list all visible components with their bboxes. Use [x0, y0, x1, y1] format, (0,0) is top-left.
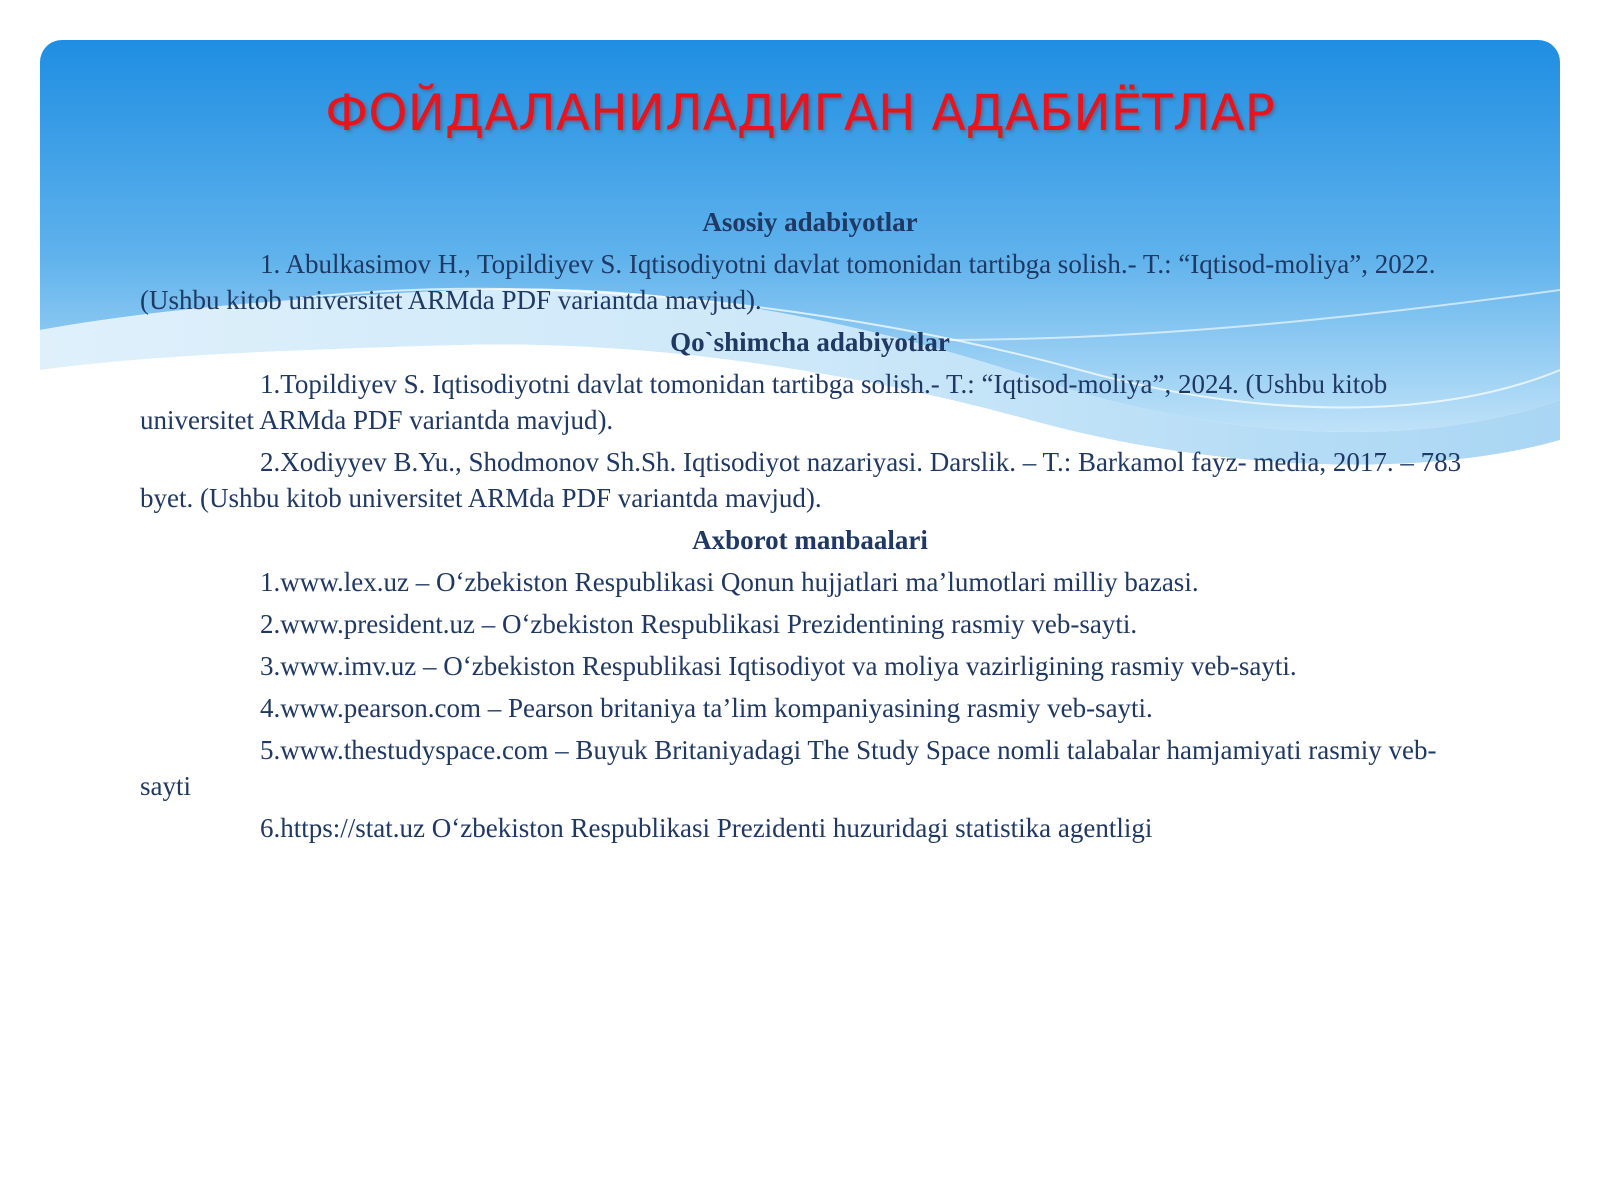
- source-entry: 2.www.president.uz – O‘zbekiston Respublikasi Prezidentining rasmiy veb-sayti.: [260, 609, 1138, 639]
- reference-entry: 1. Abulkasimov H., Topildiyev S. Iqtisodiyotni davlat tomonidan tartibga solish.- T.: “Iqtisod-moliya”, 2022. (Ushbu kitob universitet ARMda PDF variantda mavjud).: [140, 249, 1436, 315]
- section-heading-additional-literature: Qo`shimcha adabiyotlar: [670, 327, 950, 357]
- source-entry: 1.www.lex.uz – O‘zbekiston Respublikasi Qonun hujjatlari ma’lumotlari milliy bazasi.: [260, 567, 1199, 597]
- reference-list: [140, 204, 1480, 852]
- slide-title: ФОЙДАЛАНИЛАДИГАН АДАБИЁТЛАР: [325, 84, 1275, 142]
- source-entry: 3.www.imv.uz – O‘zbekiston Respublikasi Iqtisodiyot va moliya vazirligining rasmiy veb-sayti.: [260, 651, 1297, 681]
- reference-entry: 2.Xodiyyev B.Yu., Shodmonov Sh.Sh. Iqtisodiyot nazariyasi. Darslik. – T.: Barkamol fayz- media, 2017. – 783 byet. (Ushbu kitob universitet ARMda PDF variantda mavjud).: [140, 447, 1462, 513]
- source-entry: 5.www.thestudyspace.com – Buyuk Britaniyadagi The Study Space nomli talabalar hamjamiyati rasmiy veb-sayti: [140, 735, 1437, 801]
- reference-entry: 1.Topildiyev S. Iqtisodiyotni davlat tomonidan tartibga solish.- T.: “Iqtisod-moliya”, 2024. (Ushbu kitob universitet ARMda PDF variantda mavjud).: [140, 369, 1388, 435]
- source-entry: 6.https://stat.uz O‘zbekiston Respublikasi Prezidenti huzuridagi statistika agentligi: [260, 813, 1153, 843]
- section-heading-main-literature: Asosiy adabiyotlar: [702, 207, 918, 237]
- section-heading-information-sources: Axborot manbaalari: [692, 525, 928, 555]
- source-entry: 4.www.pearson.com – Pearson britaniya ta’lim kompaniyasining rasmiy veb-sayti.: [260, 693, 1153, 723]
